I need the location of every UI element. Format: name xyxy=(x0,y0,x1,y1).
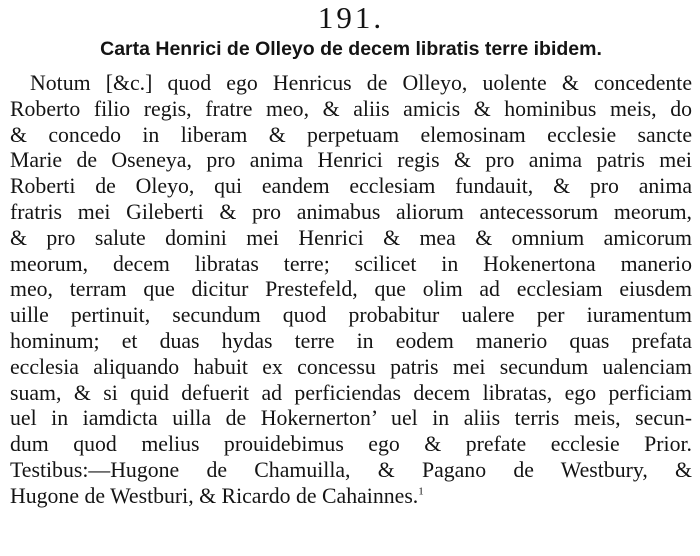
text-line: dum quod melius prouidebimus ego & prefate ecclesie Prior. xyxy=(10,432,692,457)
charter-number: 191. xyxy=(317,0,385,35)
text-line: Notum [&c.] quod ego Henricus de Olleyo, uolente & concedente xyxy=(30,71,692,95)
text-line: ecclesia aliquando habuit ex concessu patris mei secundum ualenciam xyxy=(10,354,692,379)
text-line: hominum; et duas hydas terre in eodem manerio quas prefata xyxy=(10,328,692,353)
text-line: meorum, decem libratas terre; scilicet in Hokenertona manerio xyxy=(10,251,692,276)
text-line: fratris mei Gileberti & pro animabus aliorum antecessorum meorum, xyxy=(10,199,692,224)
text-line-last xyxy=(10,484,692,510)
text-line: & concedo in liberam & perpetuam elemosinam ecclesie sancte xyxy=(10,122,692,147)
text-line: Marie de Oseneya, pro anima Henrici regis & pro anima patris mei xyxy=(10,148,692,173)
charter-title: Carta Henrici de Olleyo de decem libratis terre ibidem. xyxy=(100,38,602,60)
text-line: & pro salute domini mei Henrici & mea & omnium amicorum xyxy=(10,225,692,250)
text-line: suam, & si quid defuerit ad perficiendas decem libratas, ego perficiam xyxy=(10,380,692,405)
text-line: Roberti de Oleyo, qui eandem ecclesiam fundauit, & pro anima xyxy=(10,174,692,199)
text-line: uel in iamdicta uilla de Hokernerton’ uel in aliis terris meis, secun- xyxy=(10,406,692,431)
text-line: meo, terram que dicitur Prestefeld, que olim ad ecclesiam eiusdem xyxy=(10,277,692,302)
footnote-marker[interactable]: 1 xyxy=(418,485,424,498)
text-line: Testibus:—Hugone de Chamuilla, & Pagano de Westbury, & xyxy=(10,457,692,482)
text-line: uille pertinuit, secundum quod probabitur ualere per iuramentum xyxy=(10,303,692,328)
text-line: Roberto filio regis, fratre meo, & aliis amicis & hominibus meis, do xyxy=(10,96,692,121)
charter-body xyxy=(10,71,692,510)
text-line-final: Hugone de Westburi, & Ricardo de Cahainnes. xyxy=(10,483,419,508)
